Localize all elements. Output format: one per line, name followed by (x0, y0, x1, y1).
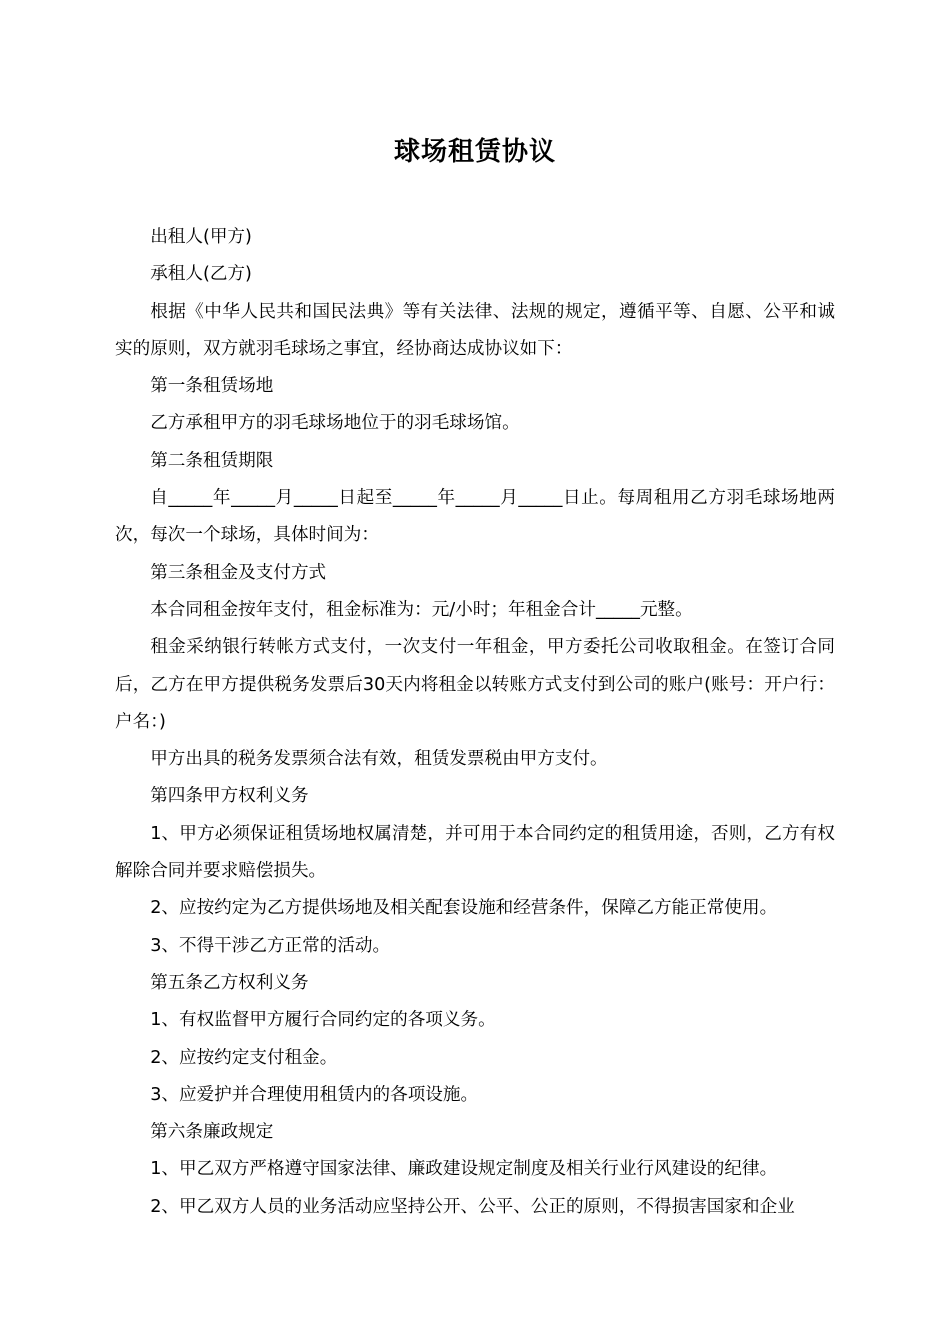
heading-article-5: 第五条乙方权利义务 (150, 972, 309, 993)
paragraph-term: 自_____年_____月_____日起至_____年_____月_____日止。每周租用乙方羽毛球场地两次，每次一个球场，具体时间为： (115, 488, 835, 546)
paragraph-preamble: 根据《中华人民共和国民法典》等有关法律、法规的规定，遵循平等、自愿、公平和诚实的原则，双方就羽毛球场之事宜，经协商达成协议如下： (115, 301, 835, 359)
paragraph-party-a-duty-3: 3、不得干涉乙方正常的活动。 (150, 935, 391, 956)
heading-article-1: 第一条租赁场地 (150, 376, 274, 397)
paragraph-invoice: 甲方出具的税务发票须合法有效，租赁发票税由甲方支付。 (150, 749, 608, 770)
heading-article-6: 第六条廉政规定 (150, 1122, 274, 1143)
paragraph-payment-method: 租金采纳银行转帐方式支付，一次支付一年租金，甲方委托公司收取租金。在签订合同后，乙方在甲方提供税务发票后30天内将租金以转账方式支付到公司的账户(账号：开户行：户名：) (115, 637, 835, 732)
paragraph-party-a-duty-1: 1、甲方必须保证租赁场地权属清楚，并可用于本合同约定的租赁用途，否则，乙方有权解除合同并要求赔偿损失。 (115, 823, 835, 882)
paragraph-venue: 乙方承租甲方的羽毛球场地位于的羽毛球场馆。 (150, 413, 520, 434)
paragraph-party-b-duty-2: 2、应按约定支付租金。 (150, 1047, 338, 1068)
paragraph-party-b-duty-3: 3、应爱护并合理使用租赁内的各项设施。 (150, 1084, 479, 1105)
heading-article-4: 第四条甲方权利义务 (150, 786, 309, 807)
paragraph-lessee: 承租人(乙方) (150, 264, 252, 285)
paragraph-party-a-duty-2: 2、应按约定为乙方提供场地及相关配套设施和经营条件，保障乙方能正常使用。 (150, 898, 778, 919)
paragraph-party-b-duty-1: 1、有权监督甲方履行合同约定的各项义务。 (150, 1010, 496, 1031)
paragraph-lessor: 出租人(甲方) (150, 227, 252, 247)
paragraph-integrity-2: 2、甲乙双方人员的业务活动应坚持公开、公平、公正的原则，不得损害国家和企业 (150, 1196, 795, 1217)
paragraph-rent-standard: 本合同租金按年支付，租金标准为：元/小时；年租金合计_____元整。 (150, 599, 693, 620)
document-title: 球场租赁协议 (393, 137, 556, 167)
heading-article-3: 第三条租金及支付方式 (150, 562, 327, 583)
heading-article-2: 第二条租赁期限 (150, 450, 274, 471)
document-body (115, 219, 835, 1226)
paragraph-integrity-1: 1、甲乙双方严格遵守国家法律、廉政建设规定制度及相关行业行风建设的纪律。 (150, 1159, 778, 1180)
